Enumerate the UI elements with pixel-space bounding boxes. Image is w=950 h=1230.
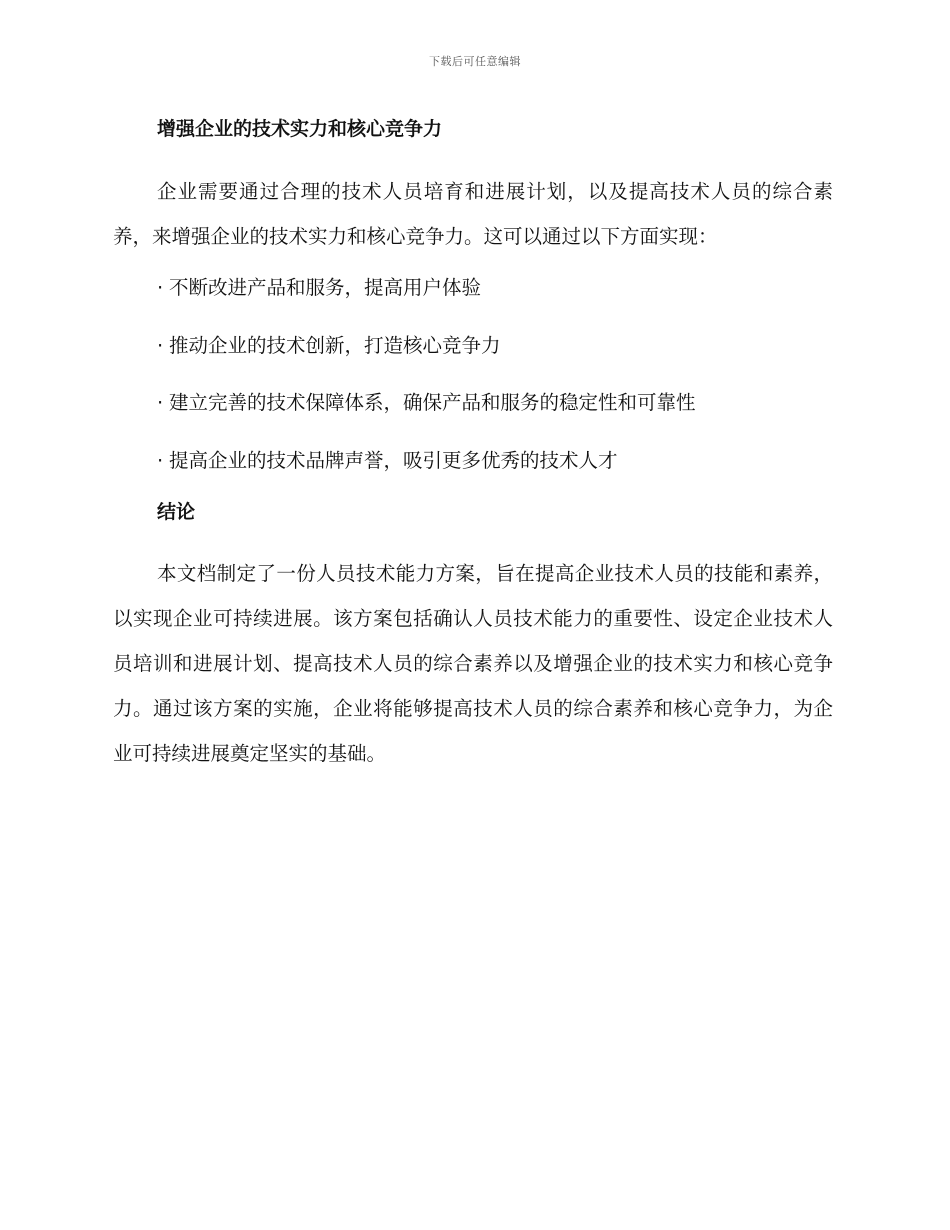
document-content [113,112,833,776]
section-heading: 增强企业的技术实力和核心竞争力 [157,118,443,140]
header-note: 下载后可任意编辑 [429,55,521,68]
bullet-text: 建立完善的技术保障体系，确保产品和服务的稳定性和可靠性 [169,391,696,414]
list-item [113,386,833,420]
list-item [113,329,833,363]
list-item [113,444,833,478]
list-item [113,271,833,305]
section-intro-paragraph: 企业需要通过合理的技术人员培育和进展计划，以及提高技术人员的综合素养，来增强企业的技术实力和核心竞争力。这可以通过以下方面实现： [113,180,833,248]
conclusion-heading: 结论 [157,501,196,523]
conclusion-paragraph: 本文档制定了一份人员技术能力方案，旨在提高企业技术人员的技能和素养，以实现企业可持续进展。该方案包括确认人员技术能力的重要性、设定企业技术人员培训和进展计划、提高技术人员的综合素养以及增强企业的技术实力和核心竞争力。通过该方案的实施，企业将能够提高技术人员的综合素养和核心竞争力，为企业可持续进展奠定坚实的基础。 [113,562,833,765]
bullet-text: 推动企业的技术创新，打造核心竞争力 [169,333,501,357]
bullet-list [113,271,833,478]
bullet-marker: · [157,448,164,472]
bullet-text: 提高企业的技术品牌声誉，吸引更多优秀的技术人才 [169,448,618,472]
bullet-marker: · [157,276,164,299]
bullet-marker: · [157,333,164,357]
bullet-marker: · [157,391,164,414]
bullet-text: 不断改进产品和服务，提高用户体验 [169,276,482,299]
